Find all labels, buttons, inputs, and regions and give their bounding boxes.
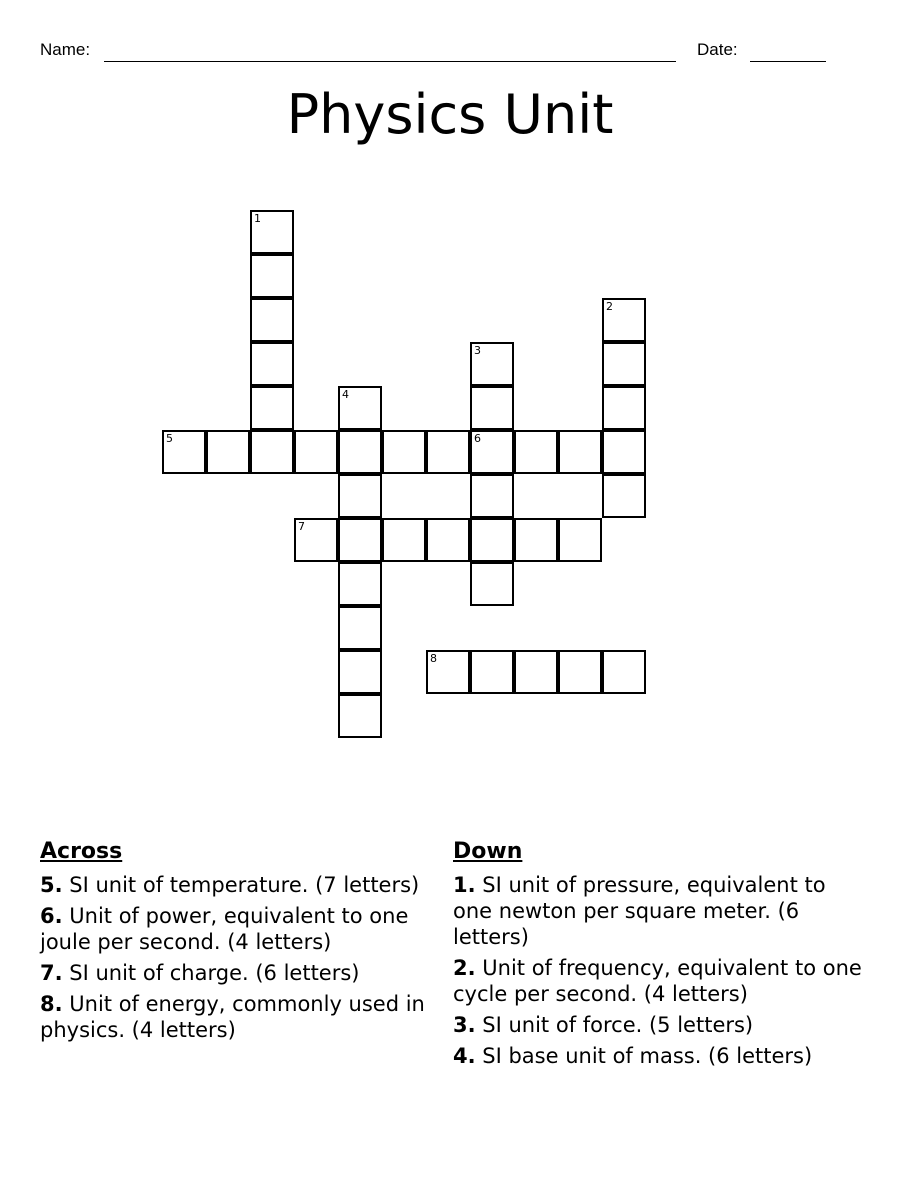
clue-text: Unit of energy, commonly used in physics. (4 letters) bbox=[40, 992, 425, 1042]
grid-cell[interactable] bbox=[250, 254, 294, 298]
clue-number: 8. bbox=[40, 992, 63, 1016]
date-label: Date: bbox=[697, 40, 738, 59]
clue-text: SI unit of force. (5 letters) bbox=[482, 1013, 754, 1037]
grid-cell[interactable] bbox=[602, 430, 646, 474]
down-heading: Down bbox=[453, 839, 523, 864]
page-title: Physics Unit bbox=[286, 83, 614, 146]
clue-across-6 bbox=[40, 903, 440, 955]
grid-cell[interactable] bbox=[338, 562, 382, 606]
cell-number: 5 bbox=[166, 432, 173, 445]
clue-text: SI unit of temperature. (7 letters) bbox=[69, 873, 420, 897]
grid-cell[interactable] bbox=[382, 518, 426, 562]
grid-cell[interactable] bbox=[338, 474, 382, 518]
cell-number: 4 bbox=[342, 388, 349, 401]
grid-cell[interactable] bbox=[470, 650, 514, 694]
grid-cell[interactable] bbox=[338, 518, 382, 562]
clue-number: 2. bbox=[453, 956, 476, 980]
grid-cell[interactable] bbox=[338, 694, 382, 738]
grid-cell[interactable] bbox=[470, 474, 514, 518]
clue-across-7 bbox=[40, 960, 440, 986]
grid-cell[interactable] bbox=[470, 342, 514, 386]
grid-cell[interactable] bbox=[338, 606, 382, 650]
grid-cell[interactable] bbox=[602, 650, 646, 694]
cell-number: 1 bbox=[254, 212, 261, 225]
grid-cell[interactable] bbox=[470, 430, 514, 474]
clue-down-3 bbox=[453, 1012, 863, 1038]
clue-number: 5. bbox=[40, 873, 63, 897]
grid-cell[interactable] bbox=[250, 430, 294, 474]
grid-cell[interactable] bbox=[162, 430, 206, 474]
grid-cell[interactable] bbox=[338, 386, 382, 430]
grid-cell[interactable] bbox=[250, 210, 294, 254]
cell-number: 3 bbox=[474, 344, 481, 357]
clue-text: SI base unit of mass. (6 letters) bbox=[482, 1044, 813, 1068]
across-heading: Across bbox=[40, 839, 123, 864]
grid-cell[interactable] bbox=[514, 430, 558, 474]
cell-number: 8 bbox=[430, 652, 437, 665]
grid-cell[interactable] bbox=[426, 650, 470, 694]
grid-cell[interactable] bbox=[470, 386, 514, 430]
clue-text: Unit of power, equivalent to one joule per second. (4 letters) bbox=[40, 904, 409, 954]
name-label: Name: bbox=[40, 40, 91, 59]
grid-cell[interactable] bbox=[206, 430, 250, 474]
across-clues bbox=[40, 838, 440, 1048]
clue-down-2 bbox=[453, 955, 863, 1007]
grid-cell[interactable] bbox=[514, 518, 558, 562]
grid-cell[interactable] bbox=[602, 342, 646, 386]
grid-cell[interactable] bbox=[602, 298, 646, 342]
grid-cell[interactable] bbox=[294, 518, 338, 562]
down-clues bbox=[453, 838, 863, 1074]
clue-number: 1. bbox=[453, 873, 476, 897]
grid-cell[interactable] bbox=[426, 430, 470, 474]
clue-across-5 bbox=[40, 872, 440, 898]
grid-cell[interactable] bbox=[470, 518, 514, 562]
grid-cell[interactable] bbox=[470, 562, 514, 606]
grid-cell[interactable] bbox=[602, 386, 646, 430]
clue-number: 3. bbox=[453, 1013, 476, 1037]
grid-cell[interactable] bbox=[294, 430, 338, 474]
grid-cell[interactable] bbox=[338, 430, 382, 474]
grid-cell[interactable] bbox=[558, 518, 602, 562]
grid-cell[interactable] bbox=[426, 518, 470, 562]
grid-cell[interactable] bbox=[338, 650, 382, 694]
clue-down-1 bbox=[453, 872, 863, 950]
clue-down-4 bbox=[453, 1043, 863, 1069]
clue-number: 7. bbox=[40, 961, 63, 985]
cell-number: 7 bbox=[298, 520, 305, 533]
grid-cell[interactable] bbox=[514, 650, 558, 694]
clue-text: Unit of frequency, equivalent to one cycle per second. (4 letters) bbox=[453, 956, 862, 1006]
cell-number: 6 bbox=[474, 432, 481, 445]
grid-cell[interactable] bbox=[250, 298, 294, 342]
clue-across-8 bbox=[40, 991, 440, 1043]
clue-number: 6. bbox=[40, 904, 63, 928]
cell-number: 2 bbox=[606, 300, 613, 313]
grid-cell[interactable] bbox=[382, 430, 426, 474]
grid-cell[interactable] bbox=[558, 650, 602, 694]
clue-text: SI unit of charge. (6 letters) bbox=[69, 961, 360, 985]
grid-cell[interactable] bbox=[250, 386, 294, 430]
grid-cell[interactable] bbox=[558, 430, 602, 474]
grid-cell[interactable] bbox=[602, 474, 646, 518]
clue-text: SI unit of pressure, equivalent to one newton per square meter. (6 letters) bbox=[453, 873, 826, 949]
grid-cell[interactable] bbox=[250, 342, 294, 386]
clue-number: 4. bbox=[453, 1044, 476, 1068]
